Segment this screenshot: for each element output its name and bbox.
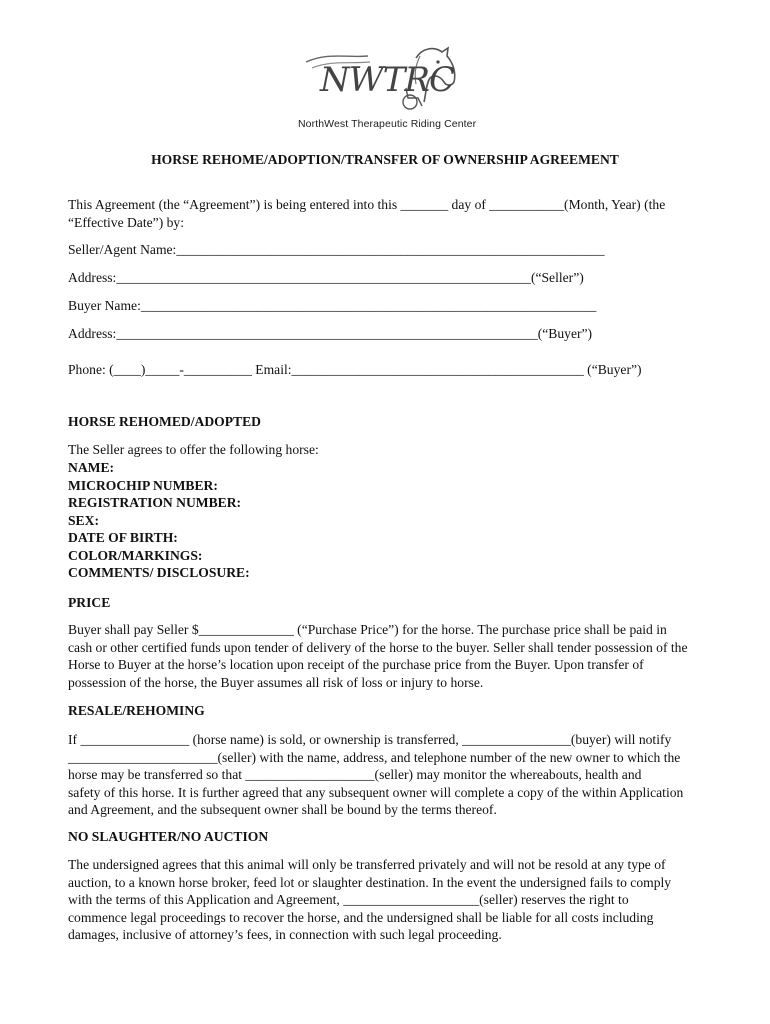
- no-slaughter-line: The undersigned agrees that this animal will only be transferred privately and will not be resold at any type of: [68, 857, 666, 872]
- section-heading-no-slaughter: NO SLAUGHTER/NO AUCTION: [68, 829, 269, 844]
- seller-address-field[interactable]: Address:_____________________________________________________________(“Seller”): [68, 270, 584, 285]
- no-slaughter-line: with the terms of this Application and Agreement, ____________________(seller) reserves the right to: [68, 892, 629, 908]
- price-line: cash or other certified funds upon tender of delivery of the horse to the buyer. Seller shall tender possession of the: [68, 639, 688, 655]
- horse-field-name[interactable]: NAME:: [68, 460, 115, 475]
- horse-field-dob[interactable]: DATE OF BIRTH:: [68, 530, 178, 545]
- resale-paragraph: [68, 731, 708, 819]
- price-line: Horse to Buyer at the horse’s location upon receipt of the purchase price from the Buyer. Upon transfer of: [68, 657, 644, 673]
- resale-line: horse may be transferred so that ___________________(seller) may monitor the whereabouts, health and: [68, 767, 642, 783]
- section-heading-horse: HORSE REHOMED/ADOPTED: [68, 414, 261, 429]
- intro-paragraph: [68, 196, 708, 231]
- no-slaughter-paragraph: [68, 856, 708, 944]
- section-heading-resale: RESALE/REHOMING: [68, 703, 205, 718]
- section-heading-price: PRICE: [68, 595, 111, 610]
- intro-line: “Effective Date”) by:: [68, 214, 184, 230]
- price-paragraph: [68, 621, 708, 691]
- logo-caption: NorthWest Therapeutic Riding Center: [298, 118, 477, 130]
- buyer-address-field[interactable]: Address:______________________________________________________________(“Buyer”): [68, 326, 593, 341]
- horse-field-sex[interactable]: SEX:: [68, 512, 99, 528]
- no-slaughter-line: damages, inclusive of attorney’s fees, in connection with such legal proceeding.: [68, 927, 502, 943]
- nwtrc-logo: [298, 44, 477, 136]
- resale-line: If ________________ (horse name) is sold, or ownership is transferred, ________________(buyer) will notify: [68, 732, 672, 747]
- no-slaughter-line: commence legal proceedings to recover the horse, and the undersigned shall be liable for all costs including: [68, 909, 654, 925]
- horse-field-color-markings[interactable]: COLOR/MARKINGS:: [68, 547, 203, 563]
- resale-line: ______________________(seller) with the name, address, and telephone number of the new owner to which the: [68, 749, 681, 765]
- intro-line: This Agreement (the “Agreement”) is being entered into this _______ day of ___________(Month, Year) (the: [68, 197, 666, 212]
- resale-line: and Agreement, and the subsequent owner shall be bound by the terms thereof.: [68, 802, 497, 818]
- horse-field-registration[interactable]: REGISTRATION NUMBER:: [68, 495, 242, 510]
- logo-initials: NWTRC: [320, 60, 454, 100]
- price-line: possession of the horse, the Buyer assumes all risk of loss or injury to horse.: [68, 674, 484, 690]
- document-title: HORSE REHOME/ADOPTION/TRANSFER OF OWNERSHIP AGREEMENT: [151, 152, 619, 167]
- phone-email-field[interactable]: Phone: (____)_____-__________ Email:___________________________________________ (“Buyer”): [68, 362, 642, 377]
- seller-name-field[interactable]: Seller/Agent Name:_______________________________________________________________: [68, 242, 605, 257]
- no-slaughter-line: auction, to a known horse broker, feed lot or slaughter destination. In the event the undersigned fails to comply: [68, 874, 672, 890]
- buyer-name-field[interactable]: Buyer Name:___________________________________________________________________: [68, 298, 597, 313]
- horse-field-microchip[interactable]: MICROCHIP NUMBER:: [68, 477, 218, 493]
- horse-field-comments[interactable]: COMMENTS/ DISCLOSURE:: [68, 565, 250, 580]
- price-line: Buyer shall pay Seller $______________ (“Purchase Price”) for the horse. The purchase price shall be paid in: [68, 622, 667, 637]
- resale-line: safety of this horse. It is further agreed that any subsequent owner will complete a copy of the within Application: [68, 784, 684, 800]
- horse-intro-text: The Seller agrees to offer the following horse:: [68, 442, 319, 457]
